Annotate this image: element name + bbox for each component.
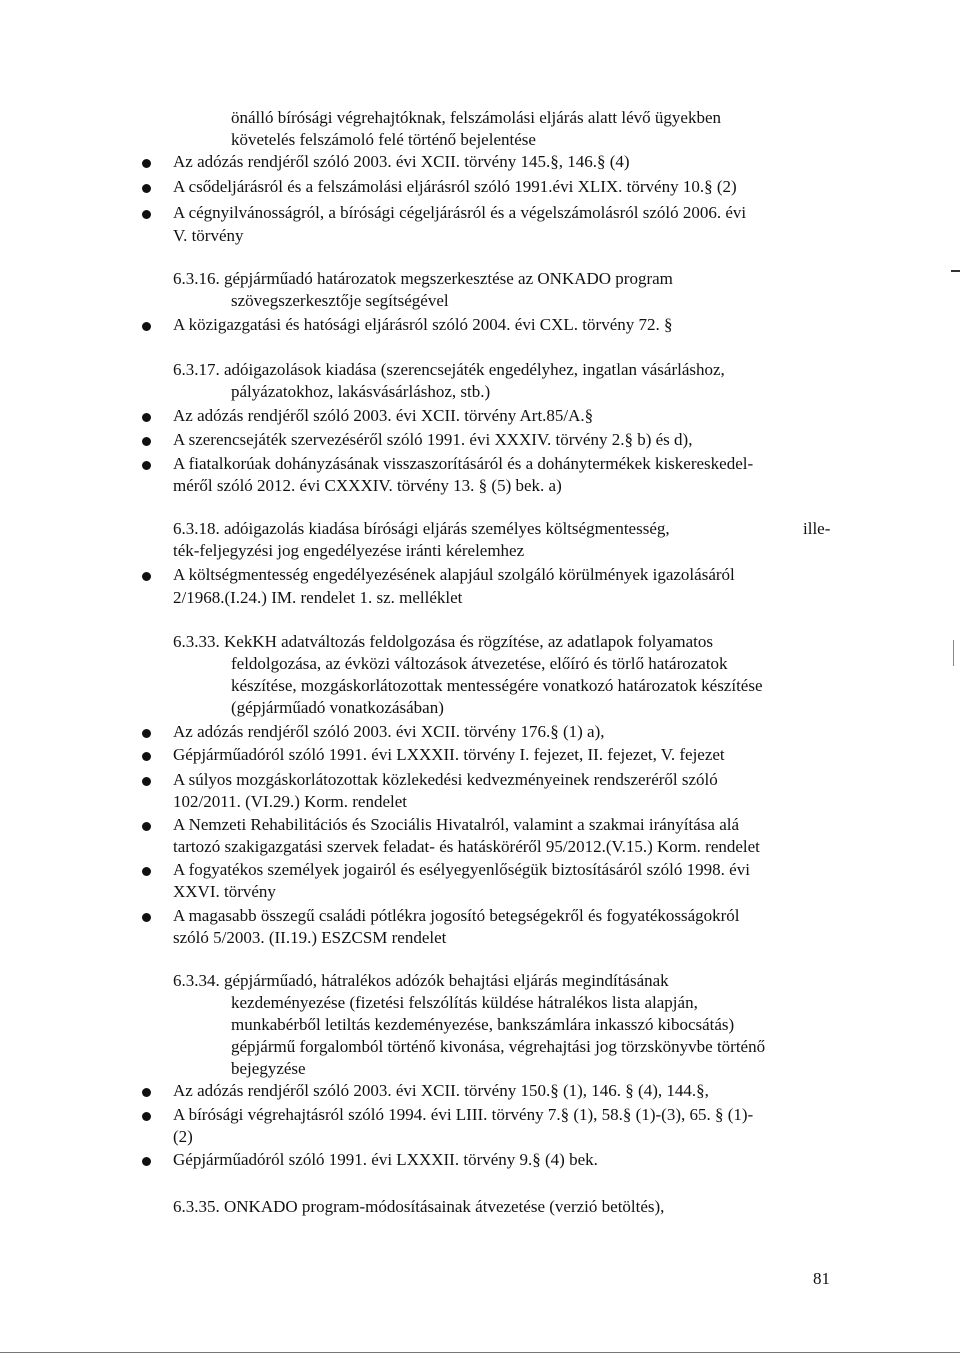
text-line: Az adózás rendjéről szóló 2003. évi XCII. törvény 150.§ (1), 146. § (4), 144.§, [173,1081,709,1100]
bullet-icon [142,1088,151,1097]
text-line: Az adózás rendjéről szóló 2003. évi XCII. törvény Art.85/A.§ [173,406,594,425]
bottom-edge-line [0,1352,960,1353]
text-line: Az adózás rendjéről szóló 2003. évi XCII. törvény 176.§ (1) a), [173,722,605,741]
text-line: 102/2011. (VI.29.) Korm. rendelet [173,792,408,811]
text-line: A Nemzeti Rehabilitációs és Szociális Hivatalról, valamint a szakmai irányítása alá [173,815,740,834]
bullet-icon [142,184,151,193]
text-line: méről szóló 2012. évi CXXXIV. törvény 13. § (5) bek. a) [173,476,562,495]
text-line: A költségmentesség engedélyezésének alapjául szolgáló körülmények igazolásáról [173,565,735,584]
section-heading: kezdeményezése (fizetési felszólítás küldése hátralékos lista alapján, [231,993,698,1012]
bullet-icon [142,822,151,831]
section-heading: 6.3.35. ONKADO program-módosításainak átvezetése (verzió betöltés), [173,1197,665,1216]
bullet-icon [142,437,151,446]
section-heading: pályázatokhoz, lakásvásárláshoz, stb.) [231,382,491,401]
text-line: követelés felszámoló felé történő bejelentése [231,130,536,149]
section-heading: gépjármű forgalomból történő kivonása, végrehajtási jog törzskönyvbe történő [231,1037,766,1056]
bullet-icon [142,572,151,581]
text-line: A fogyatékos személyek jogairól és esélyegyenlőségük biztosításáról szóló 1998. évi [173,860,750,879]
section-heading: készítése, mozgáskorlátozottak mentességére vonatkozó határozatok készítése [231,676,763,695]
text-line: A közigazgatási és hatósági eljárásról szóló 2004. évi CXL. törvény 72. § [173,315,673,334]
text-line: tartozó szakigazgatási szervek feladat- és hatásköréről 95/2012.(V.15.) Korm. rendelet [173,837,760,856]
section-heading: feldolgozása, az évközi változások átvezetése, előíró és törlő határozatok [231,654,728,673]
text-line: (2) [173,1127,193,1146]
section-heading: (gépjárműadó vonatkozásában) [231,698,444,717]
edge-mark [951,270,960,272]
bullet-icon [142,729,151,738]
text-line: V. törvény [173,226,244,245]
bullet-icon [142,413,151,422]
section-heading: bejegyzése [231,1059,306,1078]
text-line: Az adózás rendjéről szóló 2003. évi XCII. törvény 145.§, 146.§ (4) [173,152,630,171]
text-line: önálló bírósági végrehajtóknak, felszámolási eljárás alatt lévő ügyekben [231,108,721,127]
section-heading: 6.3.34. gépjárműadó, hátralékos adózók behajtási eljárás megindításának [173,971,669,990]
bullet-icon [142,752,151,761]
text-line: A magasabb összegű családi pótlékra jogosító betegségekről és fogyatékosságokról [173,906,740,925]
section-heading: 6.3.16. gépjárműadó határozatok megszerkesztése az ONKADO program [173,269,673,288]
section-heading: ille- [803,519,831,538]
text-line: A bírósági végrehajtásról szóló 1994. évi LIII. törvény 7.§ (1), 58.§ (1)-(3), 65. § (1)- [173,1105,754,1124]
text-line: A szerencsejáték szervezéséről szóló 1991. évi XXXIV. törvény 2.§ b) és d), [173,430,693,449]
bullet-icon [142,777,151,786]
bullet-icon [142,1112,151,1121]
bullet-icon [142,159,151,168]
section-heading: munkabérből letiltás kezdeményezése, bankszámlára inkasszó kibocsátás) [231,1015,735,1034]
bullet-icon [142,867,151,876]
section-heading: 6.3.17. adóigazolások kiadása (szerencsejáték engedélyhez, ingatlan vásárláshoz, [173,360,725,379]
text-line: szóló 5/2003. (II.19.) ESZCSM rendelet [173,928,447,947]
text-line: 2/1968.(I.24.) IM. rendelet 1. sz. melléklet [173,588,463,607]
text-line: A fiatalkorúak dohányzásának visszaszorításáról és a dohánytermékek kiskereskedel- [173,454,754,473]
text-line: A súlyos mozgáskorlátozottak közlekedési kedvezményeinek rendszeréről szóló [173,770,718,789]
bullet-icon [142,461,151,470]
text-line: Gépjárműadóról szóló 1991. évi LXXXII. törvény I. fejezet, II. fejezet, V. fejezet [173,745,725,764]
section-heading: ték-feljegyzési jog engedélyezése iránti kérelemhez [173,541,525,560]
text-line: Gépjárműadóról szóló 1991. évi LXXXII. törvény 9.§ (4) bek. [173,1150,598,1169]
text-line: XXVI. törvény [173,882,276,901]
bullet-icon [142,913,151,922]
bullet-icon [142,322,151,331]
edge-mark [953,640,954,666]
bullet-icon [142,1157,151,1166]
page-number: 81 [813,1269,830,1288]
text-line: A csődeljárásról és a felszámolási eljárásról szóló 1991.évi XLIX. törvény 10.§ (2) [173,177,737,196]
text-line: A cégnyilvánosságról, a bírósági cégeljárásról és a végelszámolásról szóló 2006. évi [173,203,747,222]
section-heading: 6.3.33. KekKH adatváltozás feldolgozása és rögzítése, az adatlapok folyamatos [173,632,714,651]
section-heading: 6.3.18. adóigazolás kiadása bírósági eljárás személyes költségmentesség, [173,519,670,538]
section-heading: szövegszerkesztője segítségével [231,291,449,310]
bullet-icon [142,210,151,219]
